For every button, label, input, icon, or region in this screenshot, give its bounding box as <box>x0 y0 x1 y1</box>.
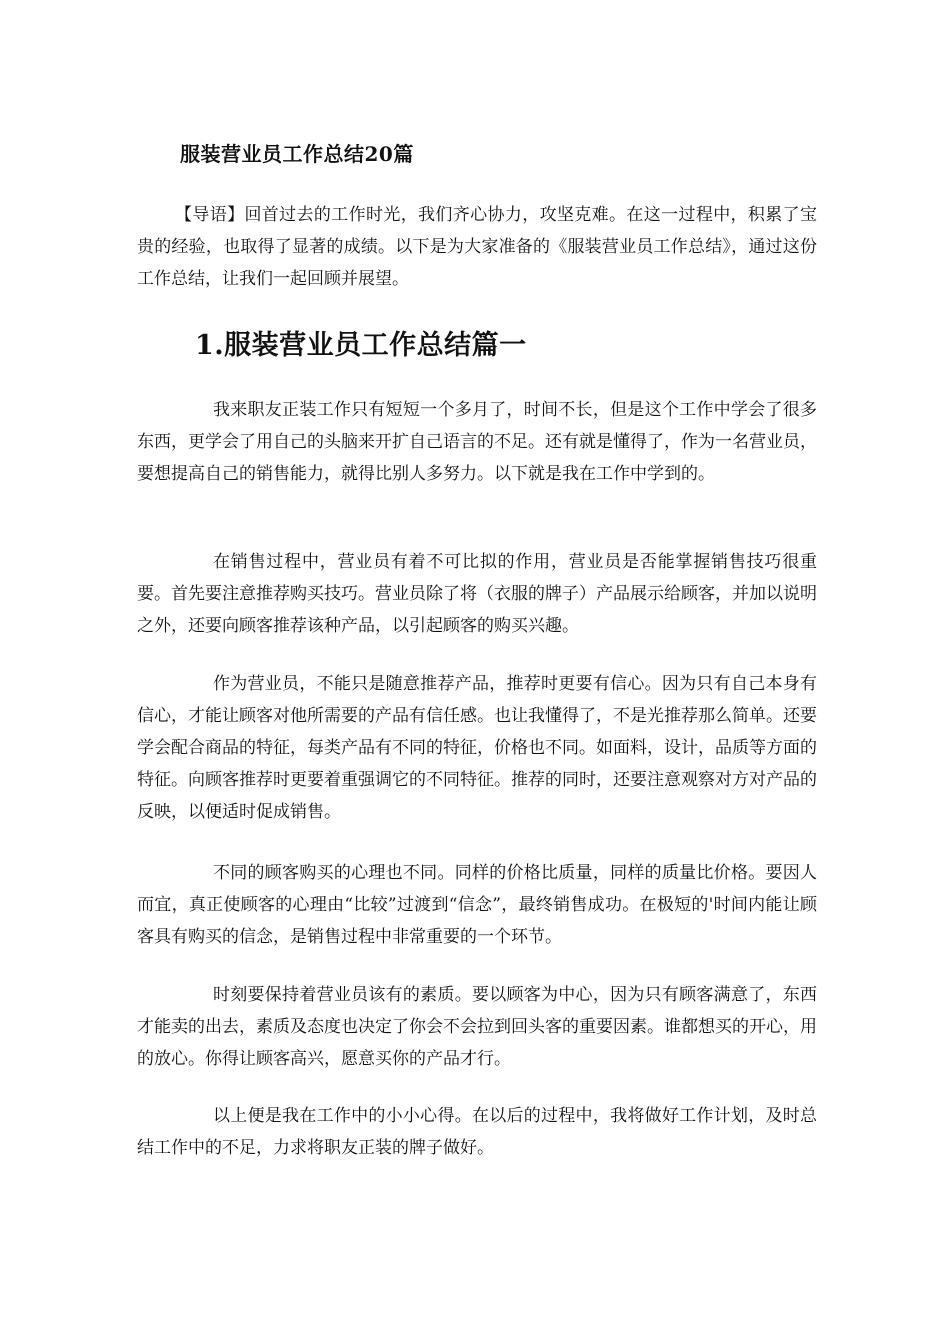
body-paragraph-6: 以上便是我在工作中的小小心得。在以后的过程中，我将做好工作计划，及时总结工作中的不足，力求将职友正装的牌子做好。 <box>137 1106 817 1158</box>
body-paragraph-4: 不同的顾客购买的心理也不同。同样的价格比质量，同样的质量比价格。要因人而宜，真正使顾客的心理由“比较”过渡到“信念”，最终销售成功。在极短的'时间内能让顾客具有购买的信念，是销售过程中非常重要的一个环节。 <box>137 863 817 947</box>
body-paragraph-5: 时刻要保持着营业员该有的素质。要以顾客为中心，因为只有顾客满意了，东西才能卖的出去，素质及态度也决定了你会不会拉到回头客的重要因素。谁都想买的开心，用的放心。你得让顾客高兴，愿意买你的产品才行。 <box>137 985 817 1069</box>
body-paragraph-1: 我来职友正装工作只有短短一个多月了，时间不长，但是这个工作中学会了很多东西，更学会了用自己的头脑来开扩自己语言的不足。还有就是懂得了，作为一名营业员，要想提高自己的销售能力，就得比别人多努力。以下就是我在工作中学到的。 <box>137 400 817 484</box>
section-heading: 1.服装营业员工作总结篇一 <box>195 330 527 361</box>
document-title: 服装营业员工作总结20篇 <box>180 142 414 166</box>
intro-paragraph: 【导语】回首过去的工作时光，我们齐心协力，攻坚克难。在这一过程中，积累了宝贵的经验，也取得了显著的成绩。以下是为大家准备的《服装营业员工作总结》，通过这份工作总结，让我们一起回顾并展望。 <box>137 205 817 289</box>
body-paragraph-2: 在销售过程中，营业员有着不可比拟的作用，营业员是否能掌握销售技巧很重要。首先要注意推荐购买技巧。营业员除了将（衣服的牌子）产品展示给顾客，并加以说明之外，还要向顾客推荐该种产品，以引起顾客的购买兴趣。 <box>137 552 817 636</box>
body-paragraph-3: 作为营业员，不能只是随意推荐产品，推荐时更要有信心。因为只有自己本身有信心，才能让顾客对他所需要的产品有信任感。也让我懂得了，不是光推荐那么简单。还要学会配合商品的特征，每类产品有不同的特征，价格也不同。如面料，设计，品质等方面的特征。向顾客推荐时更要着重强调它的不同特征。推荐的同时，还要注意观察对方对产品的反映，以便适时促成销售。 <box>137 674 817 822</box>
